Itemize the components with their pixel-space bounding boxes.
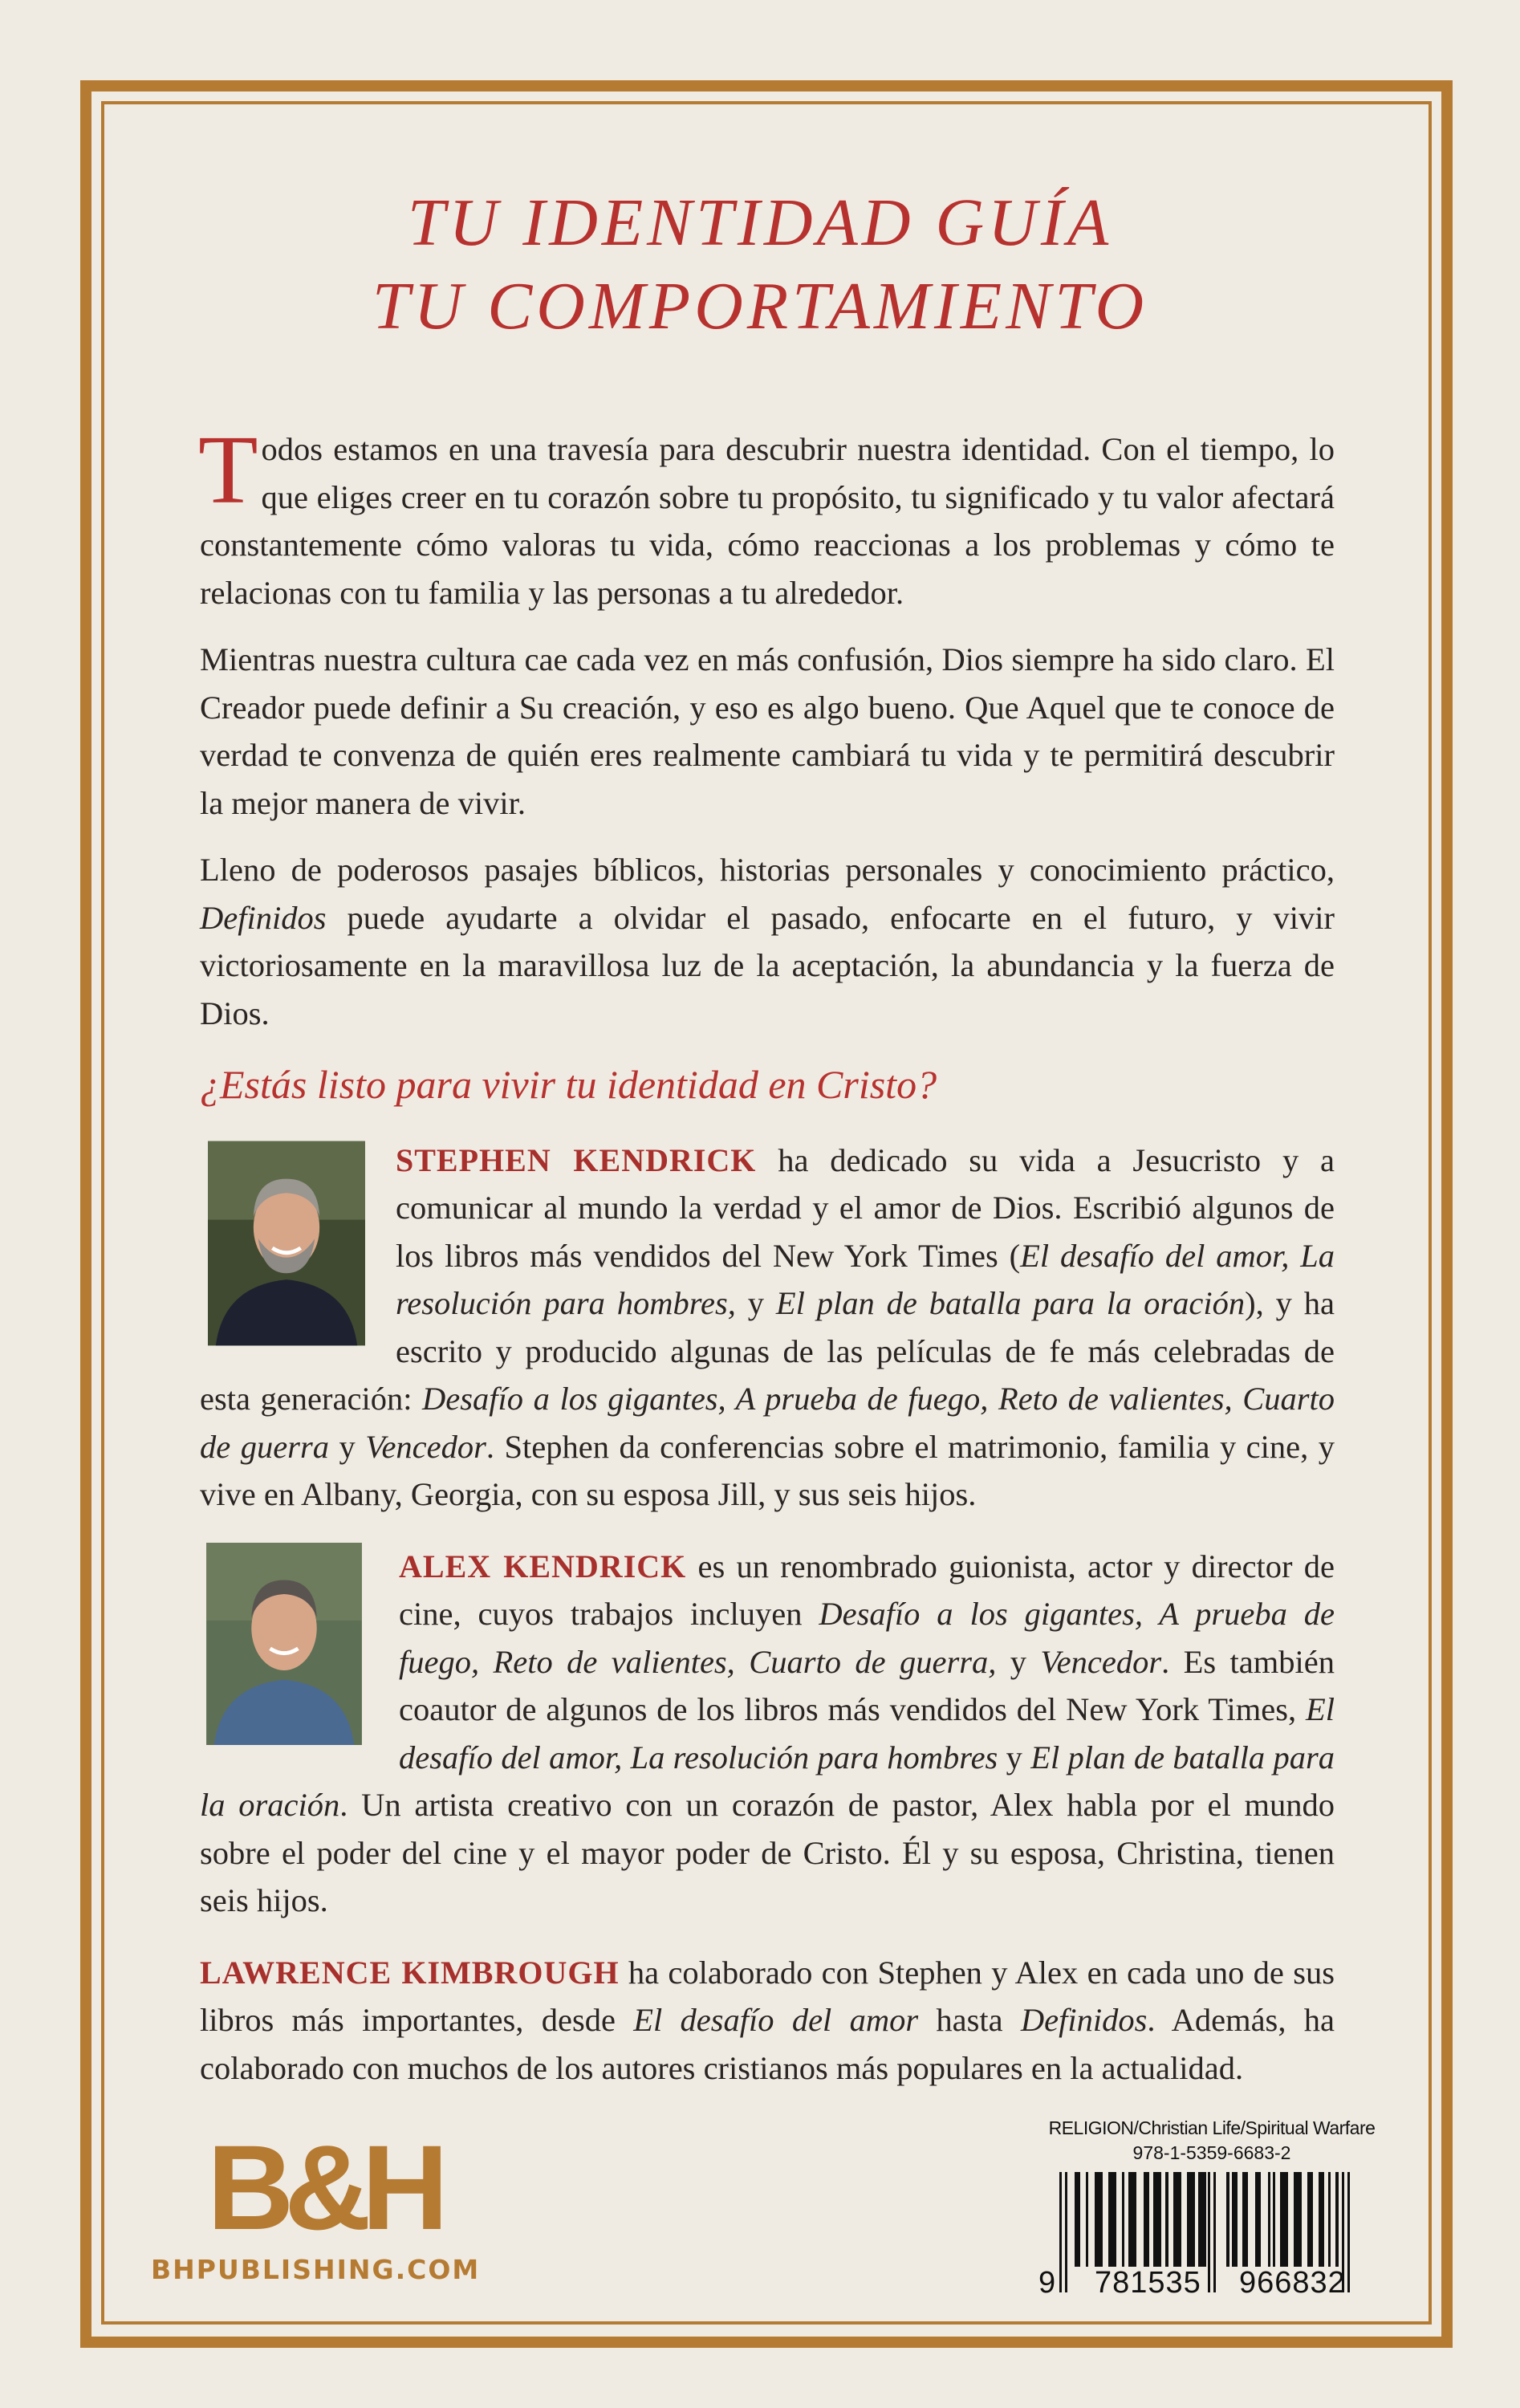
barcode-bar xyxy=(1280,2172,1288,2267)
barcode-bar xyxy=(1075,2172,1080,2267)
author-bio xyxy=(200,1137,1335,1519)
italic-title-text: El plan de batalla para la oración xyxy=(775,1285,1246,1321)
body-paragraph xyxy=(200,846,1335,1037)
cover-title xyxy=(0,181,1520,348)
title-line-2: TU COMPORTAMIENTO xyxy=(372,269,1148,344)
barcode-digit-first: 9 xyxy=(1038,2266,1056,2300)
barcode-bar xyxy=(1208,2172,1210,2292)
barcode-bar xyxy=(1307,2172,1313,2267)
author-photo xyxy=(208,1137,365,1364)
title-line-1: TU IDENTIDAD GUÍA xyxy=(407,185,1113,260)
barcode-bar xyxy=(1086,2172,1088,2267)
barcode-group-2: 966832 xyxy=(1239,2266,1346,2300)
author-name: STEPHEN KENDRICK xyxy=(396,1141,757,1178)
barcode-bar xyxy=(1122,2172,1124,2267)
text-segment: . Un artista creativo con un corazón de pastor, Alex habla por el mundo sobre el poder del cine y el mayor poder de Cristo. Él y su esposa, Christina, tienen seis hijos. xyxy=(200,1787,1335,1918)
barcode-bar xyxy=(1198,2172,1206,2267)
intro-paragraph xyxy=(198,416,1335,616)
text-segment: Lleno de poderosos pasajes bíblicos, historias personales y conocimiento práctico, xyxy=(200,852,1335,888)
barcode-bar xyxy=(1268,2172,1270,2267)
barcode-bar xyxy=(1128,2172,1136,2267)
italic-title-text: El desafío del amor, La resolución para hombres, xyxy=(396,1237,1335,1321)
italic-title-text: Desafío a los gigantes, A prueba de fuego, Reto de valientes, Cuarto de guerra, xyxy=(399,1596,1335,1680)
barcode-bar xyxy=(1242,2172,1248,2267)
text-segment: ha colaborado con Stephen y Alex en cada uno de sus libros más importantes, desde xyxy=(200,1954,1335,2038)
publisher-url[interactable]: BHPUBLISHING.COM xyxy=(151,2254,481,2285)
barcode-bar xyxy=(1328,2172,1331,2267)
text-segment: ha dedicado su vida a Jesucristo y a comunicar al mundo la verdad y el amor de Dios. Escribió algunos de los libros más vendidos del New York Times ( xyxy=(396,1141,1335,1274)
text-segment: puede ayudarte a olvidar el pasado, enfocarte en el futuro, y vivir victoriosamente en la maravillosa luz de la aceptación, la abundancia y la fuerza de Dios. xyxy=(200,899,1335,1031)
text-segment: ), y ha escrito y producido algunas de las películas de fe más celebradas de esta generación: xyxy=(200,1285,1335,1417)
barcode-bar xyxy=(1153,2172,1161,2267)
barcode-bar xyxy=(1165,2172,1168,2267)
text-segment: y xyxy=(328,1428,366,1465)
text-segment: es un renombrado guionista, actor y director de cine, cuyos trabajos incluyen xyxy=(399,1548,1335,1632)
text-segment: y xyxy=(998,1739,1031,1775)
italic-title-text: Vencedor xyxy=(365,1428,486,1465)
text-segment: y xyxy=(996,1643,1041,1680)
barcode-bar xyxy=(1294,2172,1302,2267)
author-bio xyxy=(200,1949,1335,2093)
barcode-bar xyxy=(1335,2172,1339,2267)
isbn-label: 978-1-5359-6683-2 xyxy=(1132,2142,1291,2163)
author-name: LAWRENCE KIMBROUGH xyxy=(200,1954,620,1991)
body-paragraph xyxy=(200,636,1335,827)
barcode-block xyxy=(1035,2117,1388,2329)
barcode-bar xyxy=(1273,2172,1275,2267)
barcode-bar xyxy=(1347,2172,1350,2292)
italic-title-text: El plan de batalla para la oración xyxy=(200,1739,1335,1823)
barcode-bar xyxy=(1065,2172,1067,2292)
text-segment: . Stephen da conferencias sobre el matrimonio, familia y cine, y vive en Albany, Georgia, con su esposa Jill, y sus seis hijos. xyxy=(200,1428,1335,1512)
barcode-bar xyxy=(1226,2172,1229,2267)
barcode-group-1: 781535 xyxy=(1095,2266,1201,2300)
italic-title-text: El desafío del amor xyxy=(633,2002,919,2038)
text-segment: hasta xyxy=(918,2002,1021,2038)
bh-logo-mark: B&H xyxy=(207,2120,439,2255)
text-segment: . Además, ha colaborado con muchos de los autores cristianos más populares en la actualidad. xyxy=(200,2002,1335,2086)
author-bio xyxy=(200,1543,1335,1925)
text-segment: . Es también coautor de algunos de los libros más vendidos del New York Times, xyxy=(399,1643,1335,1727)
barcode-bar xyxy=(1059,2172,1062,2292)
barcode-bar xyxy=(1144,2172,1149,2267)
drop-cap: T xyxy=(198,416,258,524)
barcode-bar xyxy=(1319,2172,1324,2267)
barcode-bar xyxy=(1213,2172,1216,2292)
barcode-bar xyxy=(1232,2172,1238,2267)
barcode-bar xyxy=(1187,2172,1195,2267)
italic-title-text: El desafío del amor, La resolución para hombres xyxy=(399,1691,1335,1775)
back-cover-text xyxy=(198,416,1335,2116)
italic-title-text: Definidos xyxy=(200,899,327,936)
barcode-digits xyxy=(1035,2266,1388,2329)
italic-title-text: Vencedor xyxy=(1040,1643,1162,1680)
author-name: ALEX KENDRICK xyxy=(399,1548,687,1584)
italic-title-text: Desafío a los gigantes, A prueba de fuego, Reto de valientes, Cuarto de guerra xyxy=(200,1381,1335,1465)
barcode-bar xyxy=(1173,2172,1181,2267)
text-segment: Mientras nuestra cultura cae cada vez en más confusión, Dios siempre ha sido claro. El Creador puede definir a Su creación, y eso es algo bueno. Que Aquel que te conoce de verdad te convenza de quién eres realmente cambiará tu vida y te permitirá descubrir la mejor manera de vivir. xyxy=(200,641,1335,821)
barcode-bar xyxy=(1255,2172,1261,2267)
italic-title-text: Definidos xyxy=(1020,2002,1148,2038)
text-segment: y xyxy=(735,1285,776,1321)
category-label: RELIGION/Christian Life/Spiritual Warfare xyxy=(1048,2117,1376,2138)
tagline-question: ¿Estás listo para vivir tu identidad en Cristo? xyxy=(200,1062,937,1107)
barcode-bar xyxy=(1108,2172,1116,2267)
intro-text: odos estamos en una travesía para descubrir nuestra identidad. Con el tiempo, lo que eliges creer en tu corazón sobre tu propósito, tu significado y tu valor afectará constantemente cómo valoras tu vida, cómo reaccionas a los problemas y cómo te relacionas con tu familia y las personas a tu alrededor. xyxy=(200,431,1335,611)
author-photo xyxy=(200,1543,368,1759)
barcode-bar xyxy=(1095,2172,1103,2267)
